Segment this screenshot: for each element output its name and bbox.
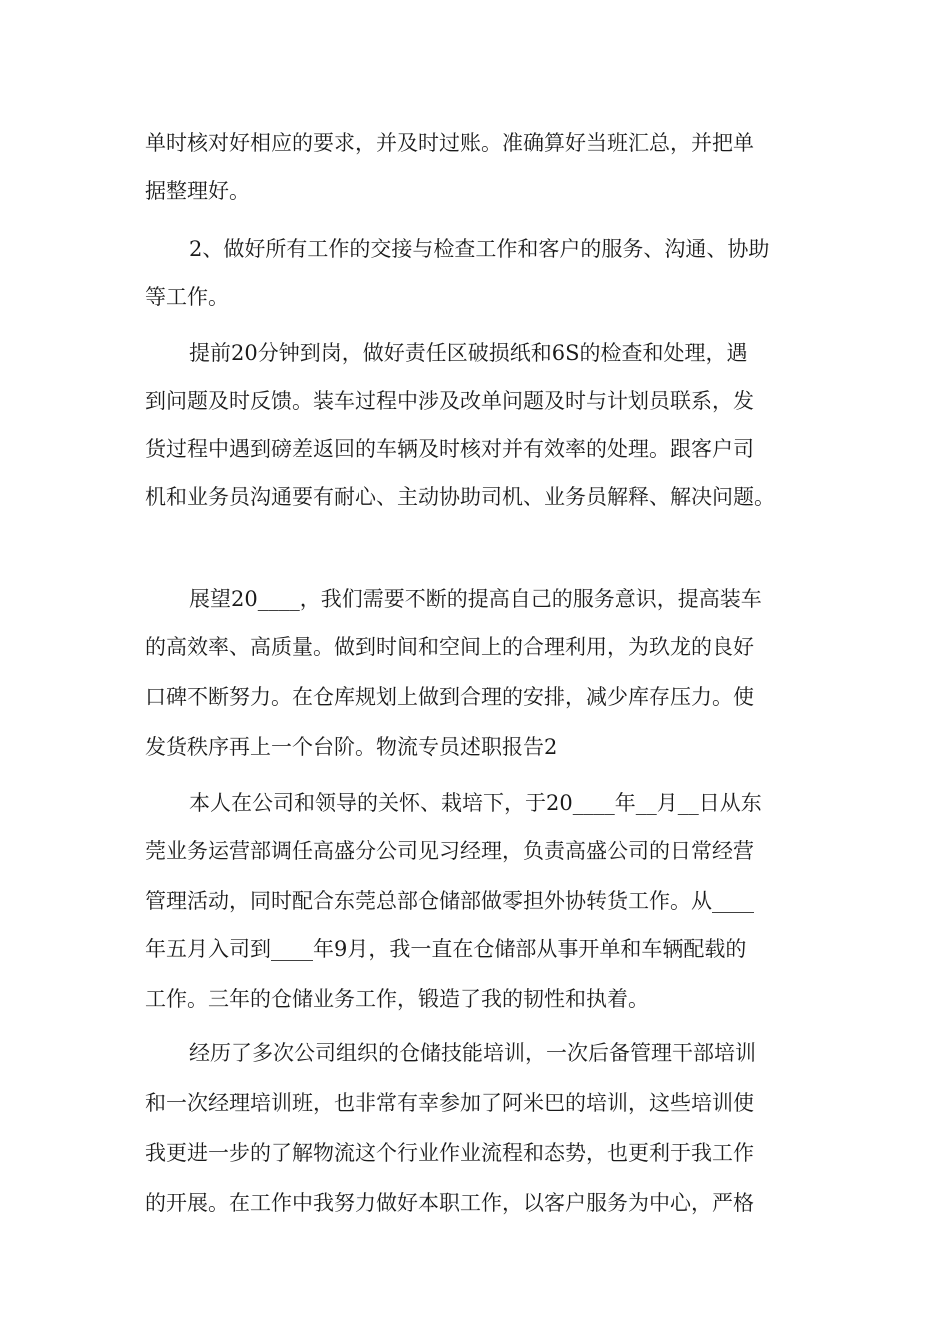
text-line: 莞业务运营部调任高盛分公司见习经理，负责高盛公司的日常经营 (145, 839, 754, 863)
text-line: 经历了多次公司组织的仓储技能培训，一次后备管理干部培训 (189, 1041, 756, 1065)
text-line: 管理活动，同时配合东莞总部仓储部做零担外协转货工作。从____ (145, 889, 754, 913)
text-line: 的高效率、高质量。做到时间和空间上的合理利用，为玖龙的良好 (145, 635, 754, 659)
text-line: 等工作。 (145, 285, 229, 309)
text-line: 到问题及时反馈。装车过程中涉及改单问题及时与计划员联系，发 (145, 389, 754, 413)
text-line: 货过程中遇到磅差返回的车辆及时核对并有效率的处理。跟客户司 (145, 437, 754, 461)
text-line: 的开展。在工作中我努力做好本职工作，以客户服务为中心，严格 (145, 1191, 754, 1215)
text-line: 年五月入司到____年9月，我一直在仓储部从事开单和车辆配载的 (145, 937, 747, 961)
text-line: 单时核对好相应的要求，并及时过账。准确算好当班汇总，并把单 (145, 131, 754, 155)
text-line: 我更进一步的了解物流这个行业作业流程和态势，也更利于我工作 (145, 1141, 754, 1165)
text-line: 2、做好所有工作的交接与检查工作和客户的服务、沟通、协助 (189, 237, 770, 261)
text-line: 展望20____，我们需要不断的提高自己的服务意识，提高装车 (189, 587, 762, 611)
text-line: 发货秩序再上一个台阶。物流专员述职报告2 (145, 735, 558, 759)
text-line: 机和业务员沟通要有耐心、主动协助司机、业务员解释、解决问题。 (145, 485, 775, 509)
text-line: 和一次经理培训班，也非常有幸参加了阿米巴的培训，这些培训使 (145, 1091, 754, 1115)
text-line: 提前20分钟到岗，做好责任区破损纸和6S的检查和处理，遇 (189, 341, 748, 365)
text-line: 工作。三年的仓储业务工作，锻造了我的韧性和执着。 (145, 987, 649, 1011)
text-line: 据整理好。 (145, 179, 250, 203)
text-line: 口碑不断努力。在仓库规划上做到合理的安排，减少库存压力。使 (145, 685, 754, 709)
text-line: 本人在公司和领导的关怀、栽培下，于20____年__月__日从东 (189, 791, 762, 815)
